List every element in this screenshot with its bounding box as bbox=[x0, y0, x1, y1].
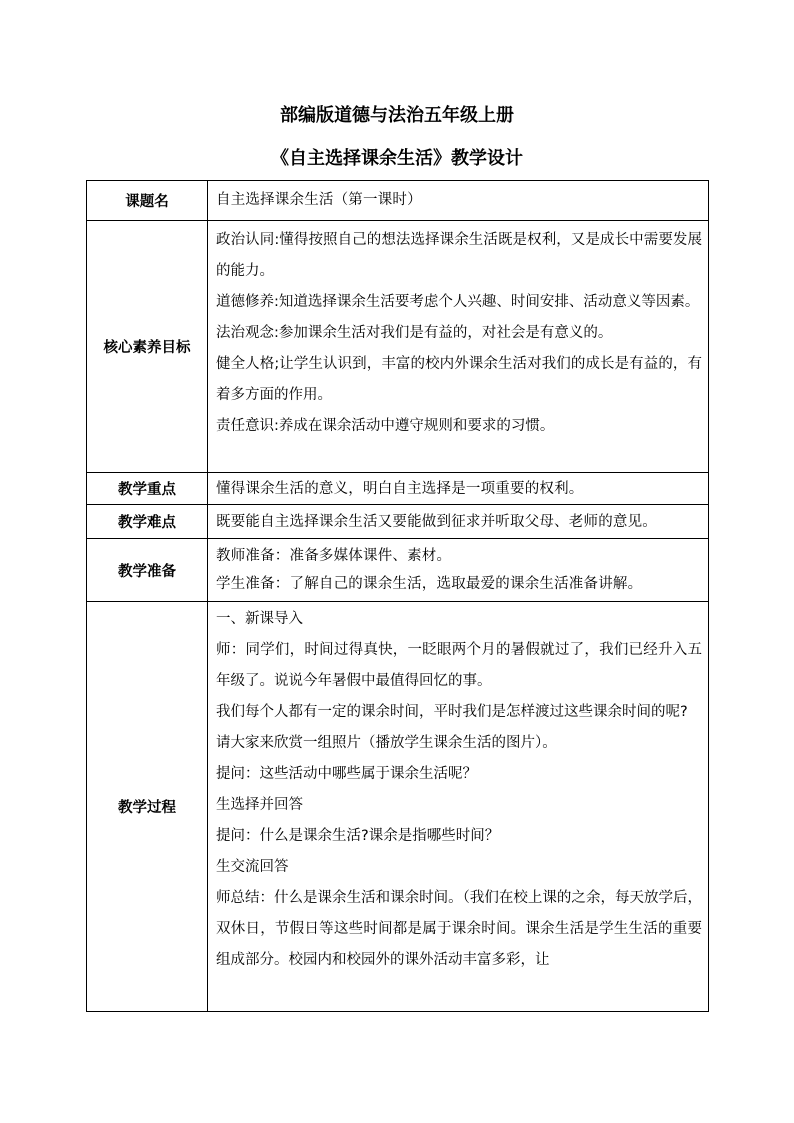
row-label-process: 教学过程 bbox=[87, 602, 208, 1012]
preparation-item: 学生准备：了解自己的课余生活，选取最爱的课余生活准备讲解。 bbox=[216, 576, 643, 592]
row-label-topic: 课题名 bbox=[87, 181, 208, 221]
table-row-goals bbox=[87, 221, 709, 473]
goal-item: 健全人格;让学生认识到，丰富的校内外课余生活对我们的成长是有益的，有着多方面的作用。 bbox=[216, 356, 702, 403]
document-title: 部编版道德与法治五年级上册 bbox=[280, 105, 514, 126]
process-item: 我们每个人都有一定的课余时间，平时我们是怎样渡过这些课余时间的呢? bbox=[216, 704, 688, 720]
goal-item: 政治认同:懂得按照自己的想法选择课余生活既是权利，又是成长中需要发展的能力。 bbox=[216, 232, 702, 279]
row-value-preparation bbox=[208, 539, 709, 602]
process-item: 师：同学们，时间过得真快，一眨眼两个月的暑假就过了，我们已经升入五年级了。说说今年暑假中最值得回忆的事。 bbox=[216, 642, 702, 689]
process-item: 一、新课导入 bbox=[216, 611, 303, 627]
preparation-item: 教师准备：准备多媒体课件、素材。 bbox=[216, 548, 452, 564]
lesson-plan-table bbox=[86, 180, 709, 1012]
goal-item: 责任意识:养成在课余活动中遵守规则和要求的习惯。 bbox=[216, 418, 555, 434]
row-label-goals: 核心素养目标 bbox=[87, 221, 208, 473]
row-value-goals bbox=[208, 221, 709, 473]
document-subtitle: 《自主选择课余生活》教学设计 bbox=[271, 148, 523, 169]
table-row-topic bbox=[87, 181, 709, 221]
difficulties-text: 既要能自主选择课余生活又要能做到征求并听取父母、老师的意见。 bbox=[216, 514, 657, 530]
row-label-difficulties: 教学难点 bbox=[87, 505, 208, 539]
topic-text: 自主选择课余生活（第一课时） bbox=[216, 192, 422, 208]
table-row-process bbox=[87, 602, 709, 1012]
process-item: 请大家来欣赏一组照片（播放学生课余生活的图片）。 bbox=[216, 735, 557, 751]
process-item: 提问：这些活动中哪些属于课余生活呢？ bbox=[216, 766, 477, 782]
process-item: 提问：什么是课余生活?课余是指哪些时间？ bbox=[216, 828, 500, 844]
goal-item: 道德修养:知道选择课余生活要考虑个人兴趣、时间安排、活动意义等因素。 bbox=[216, 294, 700, 310]
row-value-difficulties bbox=[208, 505, 709, 539]
row-value-process bbox=[208, 602, 709, 1012]
process-item: 师总结：什么是课余生活和课余时间。（我们在校上课的之余，每天放学后，双休日，节假日等这些时间都是属于课余时间。课余生活是学生生活的重要组成部分。校园内和校园外的课外活动丰富多彩，让 bbox=[216, 890, 702, 968]
table-row-difficulties bbox=[87, 505, 709, 539]
row-label-preparation: 教学准备 bbox=[87, 539, 208, 602]
process-item: 生选择并回答 bbox=[216, 797, 303, 813]
process-item: 生交流回答 bbox=[216, 859, 289, 875]
table-row-preparation bbox=[87, 539, 709, 602]
table-row-key-points bbox=[87, 473, 709, 505]
goal-item: 法治观念:参加课余生活对我们是有益的，对社会是有意义的。 bbox=[216, 325, 613, 341]
row-value-topic bbox=[208, 181, 709, 221]
row-label-key-points: 教学重点 bbox=[87, 473, 208, 505]
key-points-text: 懂得课余生活的意义，明白自主选择是一项重要的权利。 bbox=[216, 481, 584, 497]
row-value-key-points bbox=[208, 473, 709, 505]
